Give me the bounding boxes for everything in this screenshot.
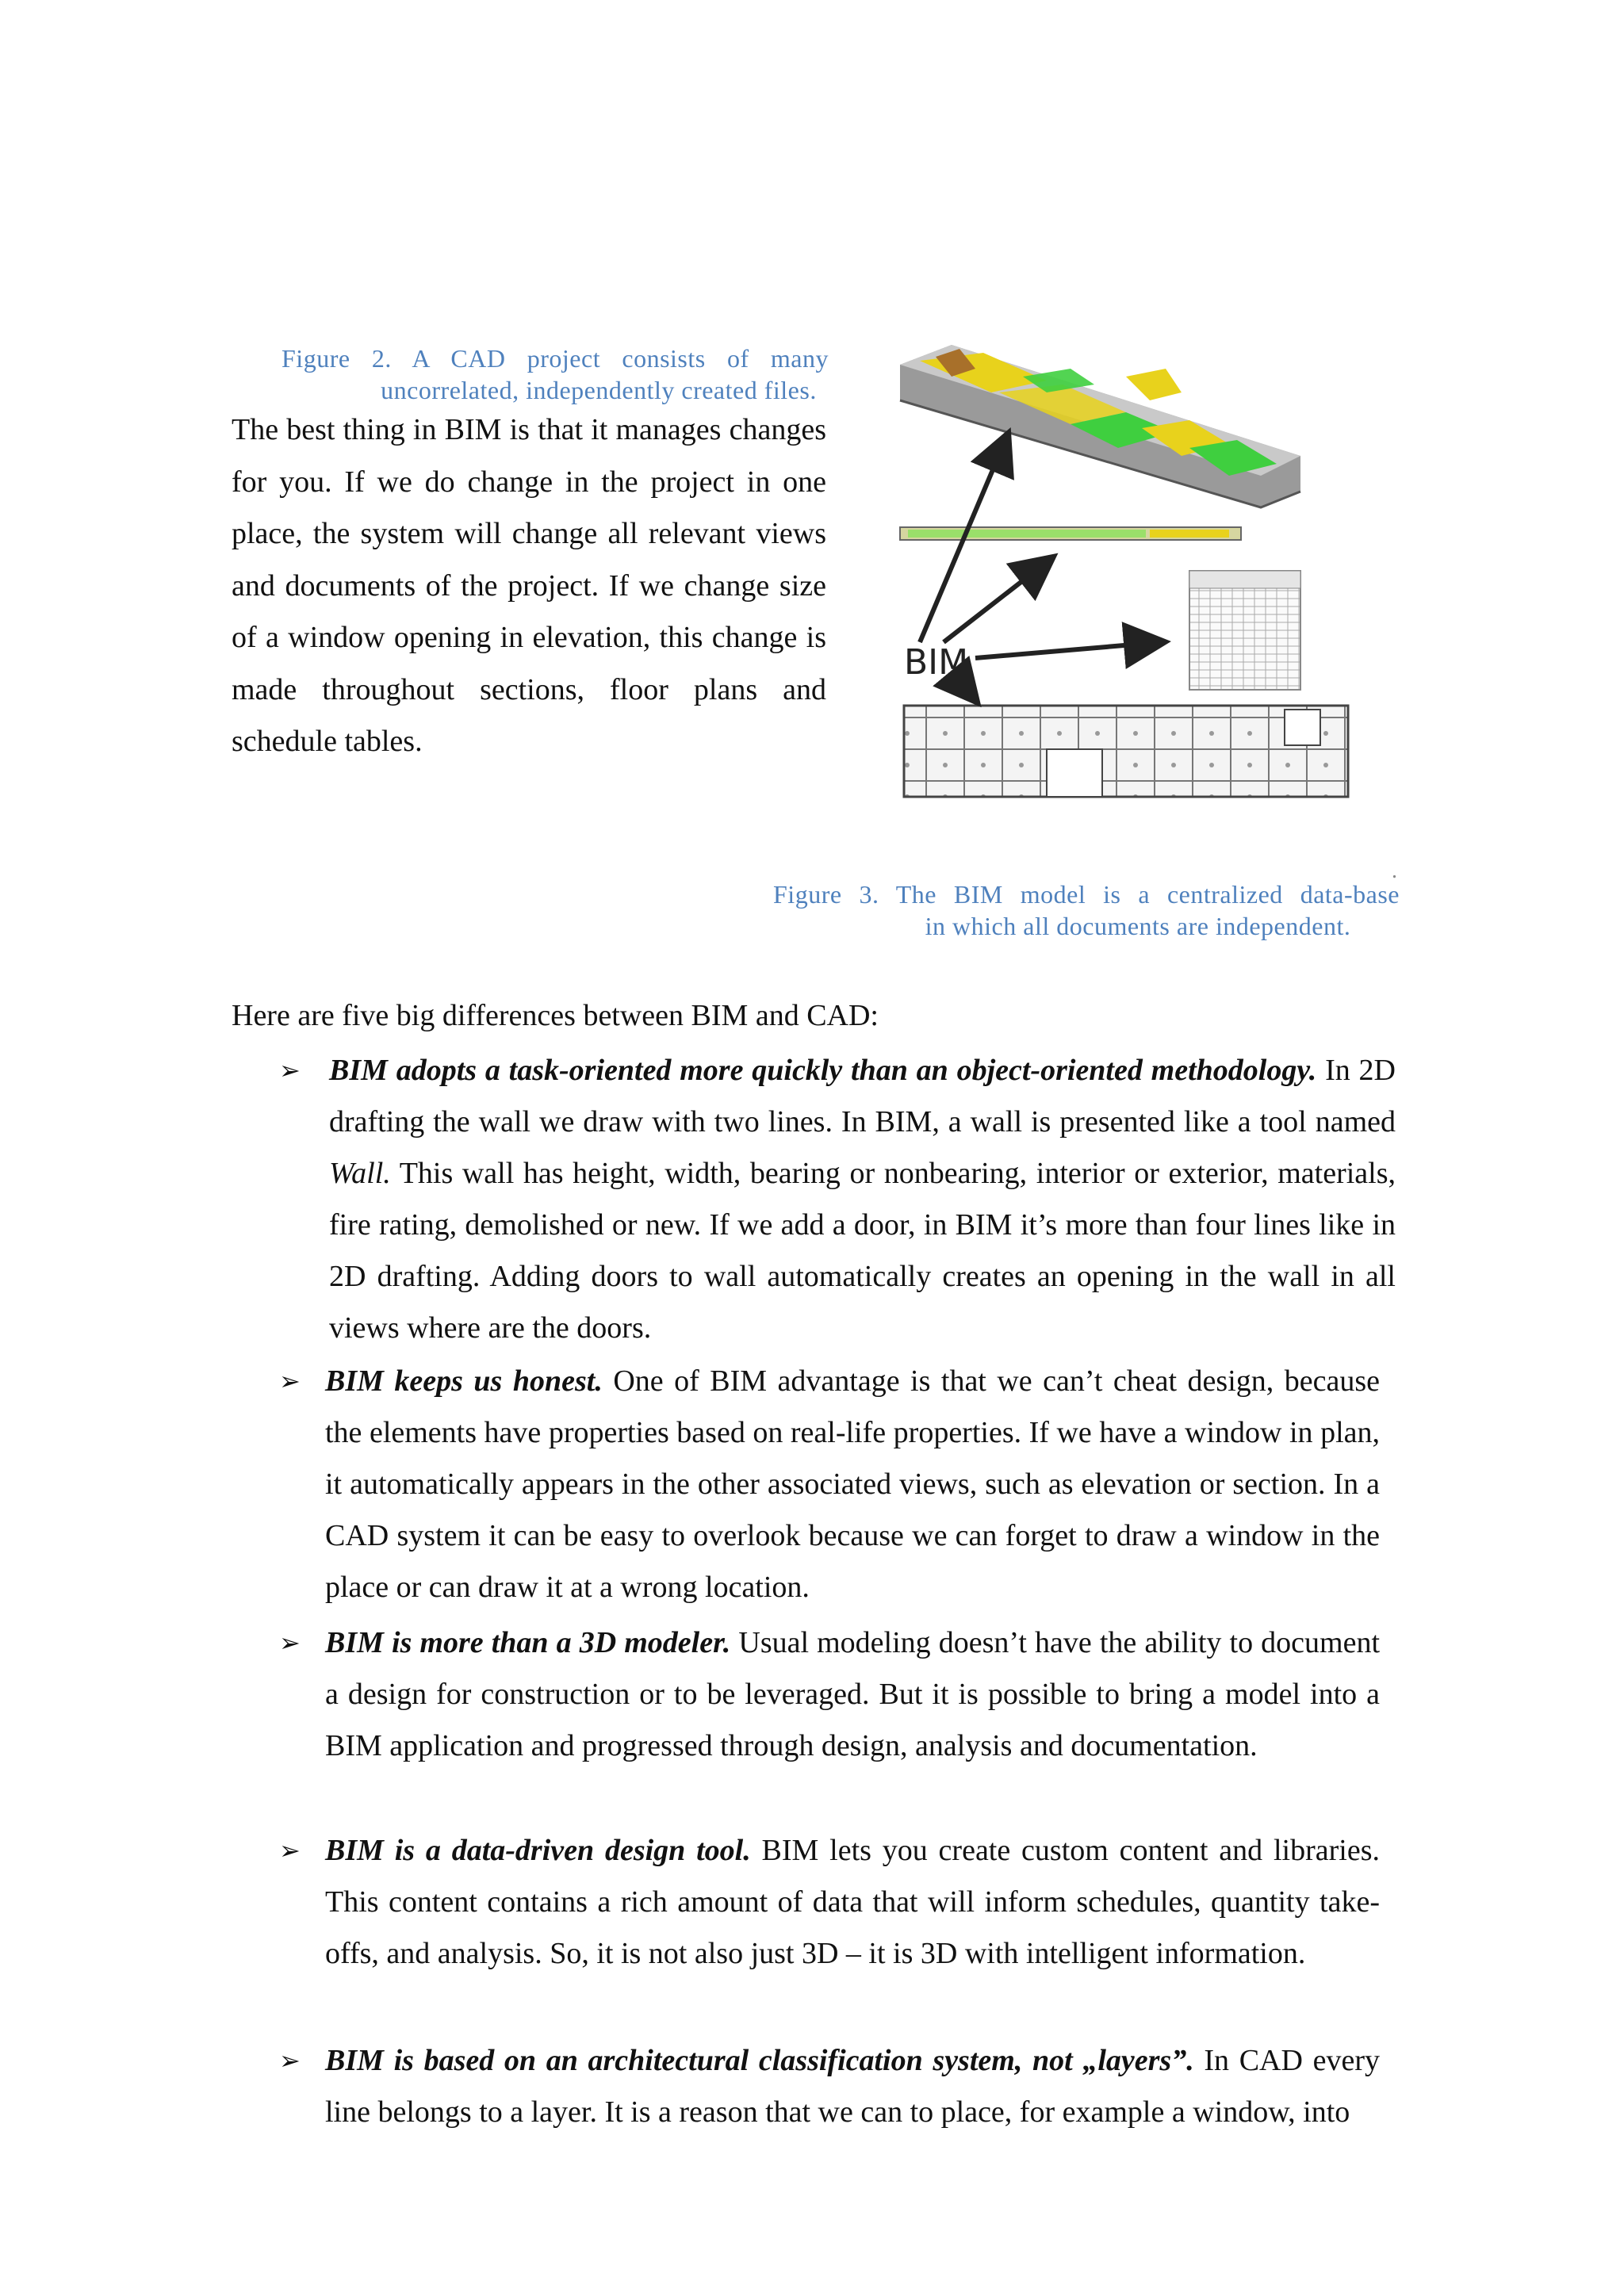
difference-item-3 [279,1617,1380,1772]
difference-item-4 [279,1825,1380,1980]
figure-3-caption-line2: in which all documents are independent. [925,912,1351,940]
differences-heading: Here are five big differences between BIM and CAD: [232,999,879,1032]
figure-2-caption-line2: uncorrelated, independently created files. [381,376,817,404]
bullet-arrow-icon: ➢ [279,1055,301,1085]
figure-2-caption-line1: Figure 2. A CAD project consists of many [282,344,829,373]
figure-2-caption [282,342,829,406]
figure-3-dot: . [1392,859,1397,883]
figure-3-caption [773,878,1400,942]
difference-text: Usual modeling doesn’t have the ability to document a design for construction or to be leveraged. But it is possible to bring a model into a BIM application and progressed through design, analysis and documentation. [325,1626,1380,1762]
intro-paragraph: The best thing in BIM is that it manages changes for you. If we do change in the project in one place, the system will change all relevant views and documents of the project. If we change size of a window opening in elevation, this change is made throughout sections, floor plans and schedule tables. [232,413,826,758]
difference-text: In CAD every line belongs to a layer. It is a reason that we can to place, for example a window, into [325,2044,1380,2129]
difference-text: This wall has height, width, bearing or nonbearing, interior or exterior, materials, fire rating, demolished or new. If we add a door, in BIM it’s more than four lines like in 2D drafting. Adding doors to wall automatically creates an opening in the wall in all views where are the doors. [329,1157,1396,1345]
bim-diagram-figure [888,337,1364,813]
difference-text: In 2D drafting the wall we draw with two lines. In BIM, a wall is presented like a tool named [329,1054,1396,1138]
bim-label: BIM [904,642,969,683]
difference-title: BIM is based on an architectural classification system, not „layers”. [325,2044,1194,2077]
difference-title: BIM keeps us honest. [325,1364,603,1398]
difference-item-2 [279,1356,1381,1613]
difference-text: One of BIM advantage is that we can’t cheat design, because the elements have properties based on real-life properties. If we have a window in plan, it automatically appears in the other associated views, such as elevation or section. In a CAD system it can be easy to overlook because we can forget to draw a window in the place or can draw it at a wrong location. [325,1364,1381,1604]
bullet-arrow-icon: ➢ [279,1628,301,1658]
bullet-arrow-icon: ➢ [279,2045,301,2076]
difference-title: BIM is a data-driven design tool. [325,1834,751,1867]
bullet-arrow-icon: ➢ [279,1366,301,1396]
difference-item-5 [279,2035,1380,2138]
figure-3-caption-line1: Figure 3. The BIM model is a centralized data-base [773,880,1400,909]
floor-plan [904,706,1348,797]
difference-title: BIM adopts a task-oriented more quickly than an object-oriented methodology. [329,1054,1317,1087]
difference-item-1 [279,1045,1396,1354]
bullet-arrow-icon: ➢ [279,1835,301,1866]
elevation-table [1189,571,1300,690]
difference-title: BIM is more than a 3D modeler. [325,1626,731,1659]
section-strip [900,527,1241,540]
difference-italic-term: Wall. [329,1157,391,1190]
3d-building-model [900,345,1300,507]
difference-text: BIM lets you create custom content and libraries. This content contains a rich amount of data that will inform schedules, quantity take-offs, and analysis. So, it is not also just 3D – it is 3D with intelligent information. [325,1834,1380,1970]
